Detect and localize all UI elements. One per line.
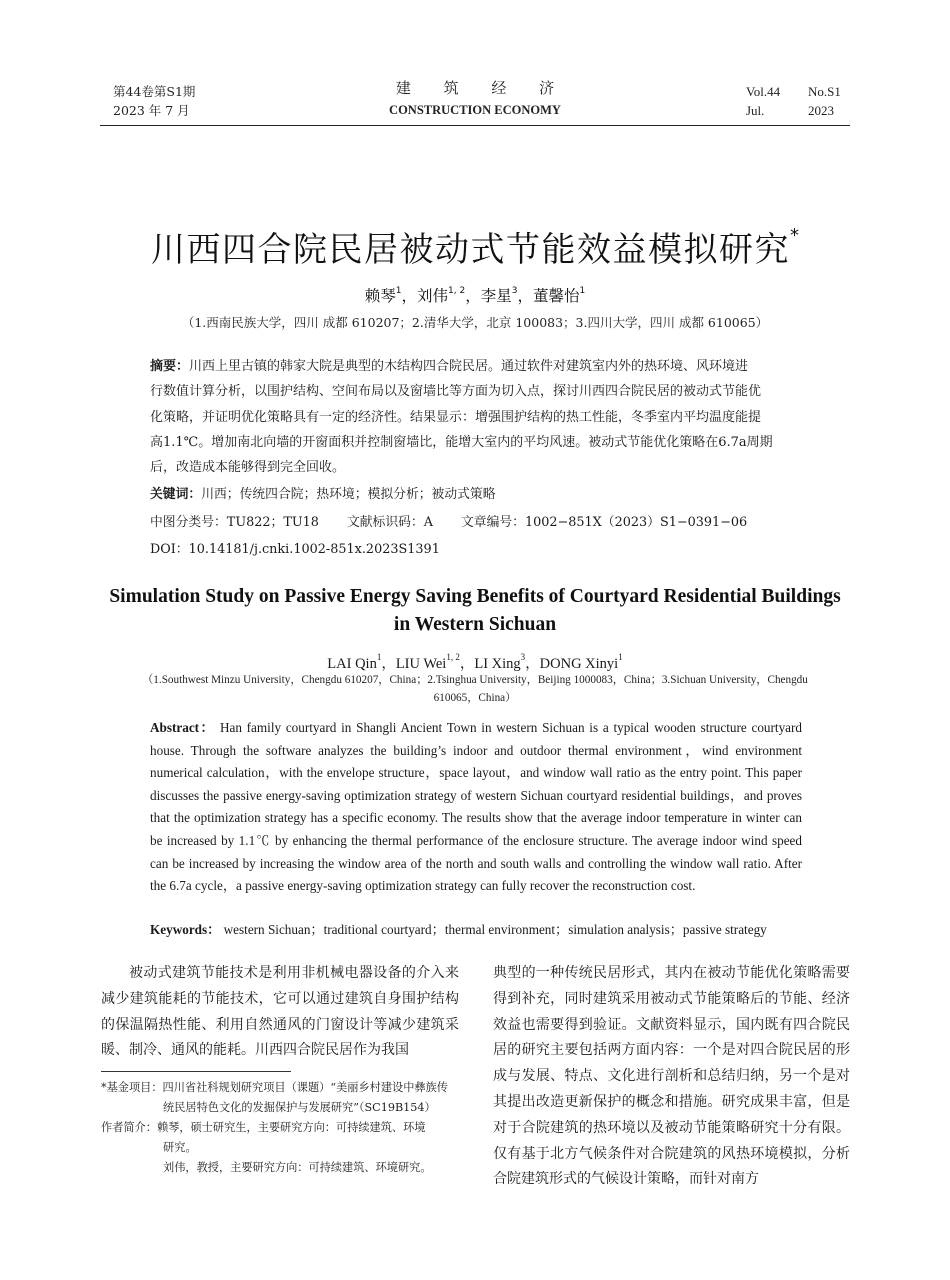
keywords-cn-text: 川西；传统四合院；热环境；模拟分析；被动式策略 (201, 487, 496, 502)
clc-number: 中图分类号：TU822；TU18 (150, 515, 319, 530)
document-code: 文献标识码：A (346, 515, 433, 530)
footnote-fund-line: 统民居特色文化的发掘保护与发展研究”（SC19B154） (163, 1101, 436, 1114)
affiliation-en-line: 610065，China） (433, 692, 517, 704)
abstract-en (150, 717, 802, 898)
author-sep: ， (465, 287, 481, 305)
abstract-cn-label: 摘要： (150, 359, 190, 374)
journal-name-cn: 建 筑 经 济 (395, 79, 569, 97)
paper-title-en (90, 583, 860, 639)
footnote-author-line: 作者简介：赖琴，硕士研究生，主要研究方向：可持续建筑、环境 (101, 1121, 426, 1134)
abstract-cn-line: 化策略，并证明优化策略具有一定的经济性。结果显示：增强围护结构的热工性能，冬季室内平均温度能提 (150, 409, 762, 425)
author-cn-sup: 3 (511, 286, 518, 296)
abstract-cn-line: 后，改造成本能够得到完全回收。 (150, 460, 346, 476)
title-footnote-mark: * (790, 225, 799, 246)
author-cn-name: 赖琴 (364, 287, 396, 305)
header-volume-cn: 第44卷第S1期 (113, 84, 196, 99)
author-en-sup: 3 (520, 652, 526, 662)
header-year-en: 2023 (808, 103, 834, 118)
affiliation-en-line: （1.Southwest Minzu University，Chengdu 610207，China；2.Tsinghua University，Beijing 1000083，China；3.Sichuan University，Chengdu (142, 674, 808, 686)
header-no-en: No.S1 (808, 84, 841, 99)
author-sep: ， (525, 656, 540, 672)
paper-title-cn (0, 211, 950, 275)
header-issue-en (746, 82, 841, 120)
footnote-fund-line: *基金项目：四川省社科规划研究项目（课题）“美丽乡村建设中彝族传 (101, 1081, 448, 1094)
author-en-name: DONG Xinyi (539, 656, 619, 672)
doi[interactable]: DOI：10.14181/j.cnki.1002-851x.2023S1391 (150, 542, 440, 557)
author-en-name: LAI Qin (327, 656, 377, 672)
author-sep: ， (401, 287, 418, 305)
author-sep: ， (459, 656, 475, 672)
author-cn-sup: 1, 2 (448, 286, 466, 296)
title-en-line: Simulation Study on Passive Energy Saving Benefits of Courtyard Residential Buildings (109, 586, 841, 607)
keywords-en-text: western Sichuan；traditional courtyard；thermal environment；simulation analysis；passive strategy (223, 922, 767, 937)
author-cn-name: 董馨怡 (533, 287, 580, 305)
author-cn-sup: 1 (395, 286, 402, 296)
author-sep: ， (381, 656, 396, 672)
author-cn-name: 刘伟 (417, 287, 449, 305)
author-sep: ， (517, 287, 533, 305)
author-en-sup: 1 (618, 652, 623, 662)
body-column-right: 典型的一种传统民居形式，其内在被动节能优化策略需要得到补充，同时建筑采用被动式节能策略后的节能、经济效益也需要得到验证。文献资料显示，国内既有四合院民居的研究主要包括两方面内容：一个是对四合院民居的形成与发展、特点、文化进行剖析和总结归纳，另一个是对其提出改造更新保护的概念和措施。研究成果丰富，但是对于合院建筑的热环境以及被动节能策略研究十分有限。仅有基于北方气候条件对合院建筑的风热环境模拟，分析合院建筑形式的气候设计策略，而针对南方 (493, 965, 850, 1188)
author-en-name: LIU Wei (395, 656, 447, 672)
title-en-line: in Western Sichuan (393, 614, 557, 635)
footnote-author-line: 研究。 (163, 1141, 197, 1154)
body-column-left: 被动式建筑节能技术是利用非机械电器设备的介入来减少建筑能耗的节能技术，它可以通过建筑自身围护结构的保温隔热性能、利用自然通风的门窗设计等减少建筑采暖、制冷、通风的能耗。川西四合院民居作为我国 (101, 965, 459, 1059)
title-cn-text: 川西四合院民居被动式节能效益模拟研究 (151, 230, 790, 270)
affiliations-en (110, 671, 840, 707)
author-en-sup: 1, 2 (446, 652, 460, 662)
keywords-cn-label: 关键词： (150, 487, 202, 502)
keywords-cn (150, 482, 496, 507)
header-date-cn: 2023 年 7 月 (113, 103, 190, 118)
journal-name-en: CONSTRUCTION ECONOMY (389, 103, 561, 117)
author-cn-name: 李星 (480, 287, 512, 305)
footnote-author-line: 刘伟，教授，主要研究方向：可持续建筑、环境研究。 (163, 1161, 432, 1174)
abstract-en-text: Han family courtyard in Shangli Ancient Town in western Sichuan is a typical wooden structure courtyard house. Through the software analyzes the building’s indoor and outdoor thermal environment，wind environment numerical calculation，with the envelope structure，space layout，and window wall ratio as the entry point. This paper discusses the passive energy-saving optimization strategy of western Sichuan courtyard residential buildings，and proves that the optimization strategy has a specific economy. The results show that the average indoor temperature in winter can be increased by 1.1℃ by enhancing the thermal performance of the enclosure structure. The average indoor wind speed can be increased by increasing the window area of the north and south walls and controlling the window wall ratio. After the 6.7a cycle，a passive energy-saving optimization strategy can fully recover the reconstruction cost. (150, 720, 803, 894)
footnotes (101, 1078, 461, 1178)
keywords-en (150, 919, 850, 941)
header-vol-en: Vol.44 (746, 84, 781, 99)
footnote-rule (101, 1071, 291, 1072)
abstract-cn-text: 川西上里古镇的韩家大院是典型的木结构四合院民居。通过软件对建筑室内外的热环境、风环境进 (189, 359, 749, 374)
author-en-name: LI Xing (474, 656, 521, 672)
article-number: 文章编号：1002−851X（2023）S1−0391−06 (460, 515, 748, 530)
header-month-en: Jul. (746, 103, 765, 118)
abstract-cn (150, 354, 802, 480)
abstract-cn-line: 行数值计算分析，以围护结构、空间布局以及窗墙比等方面为切入点，探讨川西四合院民居的被动式节能优 (150, 384, 762, 400)
authors-cn (0, 279, 950, 308)
classification-line (150, 510, 747, 535)
author-en-sup: 1 (376, 652, 382, 662)
keywords-en-label: Keywords： (150, 922, 221, 937)
abstract-cn-line (150, 354, 802, 379)
header-rule (100, 125, 850, 126)
author-cn-sup: 1 (579, 286, 586, 296)
affiliations-cn: （1.西南民族大学，四川 成都 610207；2.清华大学，北京 100083；3.四川大学，四川 成都 610065） (181, 315, 769, 330)
abstract-cn-line: 高1.1℃。增加南北向墙的开窗面积并控制窗墙比，能增大室内的平均风速。被动式节能优化策略在6.7a周期 (150, 434, 773, 450)
abstract-en-label: Abstract： (150, 720, 216, 735)
